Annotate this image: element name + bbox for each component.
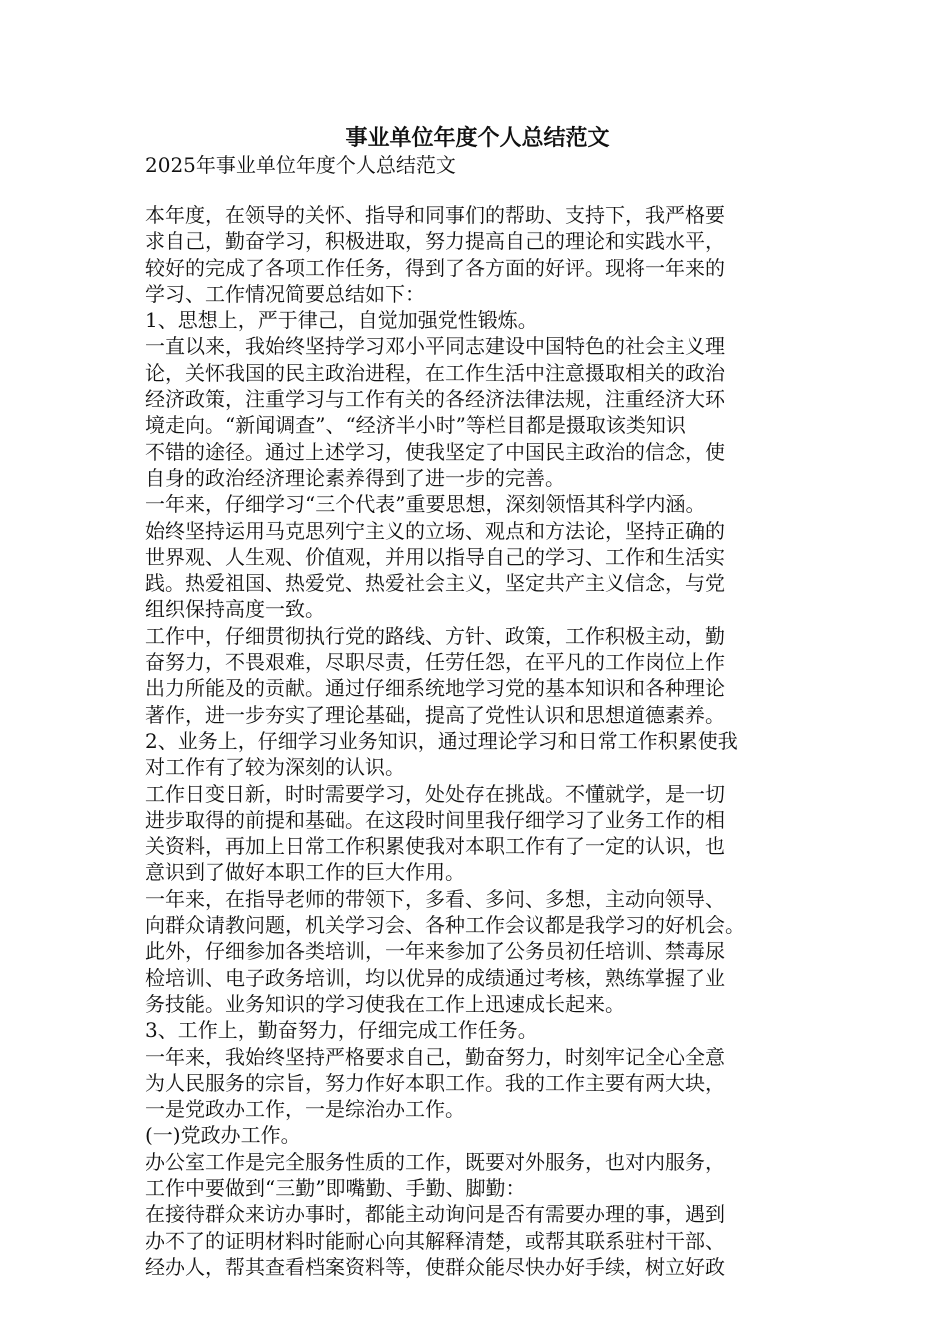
document-body <box>145 124 810 1280</box>
text-line: 一年来，我始终坚持严格要求自己，勤奋努力，时刻牢记全心全意 <box>145 1044 725 1069</box>
text-line: 组织保持高度一致。 <box>145 597 325 622</box>
paragraph <box>145 728 810 781</box>
document-subtitle: 2025年事业单位年度个人总结范文 <box>145 153 456 177</box>
paragraph <box>145 1201 810 1280</box>
text-line: 奋努力，不畏艰难，尽职尽责，任劳任怨，在平凡的工作岗位上作 <box>145 650 725 675</box>
text-line: 意识到了做好本职工作的巨大作用。 <box>145 860 465 885</box>
paragraph <box>145 623 810 728</box>
text-line: 1、思想上，严于律己，自觉加强党性锻炼。 <box>145 308 538 333</box>
text-line: 此外，仔细参加各类培训，一年来参加了公务员初任培训、禁毒尿 <box>145 939 725 964</box>
text-line: 论，关怀我国的民主政治进程，在工作生活中注意摄取相关的政治 <box>145 360 725 385</box>
document-title: 事业单位年度个人总结范文 <box>345 125 610 151</box>
text-line: 进步取得的前提和基础。在这段时间里我仔细学习了业务工作的相 <box>145 807 725 832</box>
text-line: 3、工作上，勤奋努力，仔细完成工作任务。 <box>145 1018 538 1043</box>
text-line: 为人民服务的宗旨，努力作好本职工作。我的工作主要有两大块， <box>145 1070 725 1095</box>
text-line: 世界观、人生观、价值观，并用以指导自己的学习、工作和生活实 <box>145 544 725 569</box>
paragraph-list <box>145 202 810 1280</box>
paragraph <box>145 491 810 622</box>
paragraph <box>145 1044 810 1123</box>
text-line: 一年来，在指导老师的带领下，多看、多问、多想，主动向领导、 <box>145 886 725 911</box>
text-line: 始终坚持运用马克思列宁主义的立场、观点和方法论，坚持正确的 <box>145 518 725 543</box>
text-line: 办公室工作是完全服务性质的工作，既要对外服务，也对内服务， <box>145 1149 725 1174</box>
text-line: 一直以来，我始终坚持学习邓小平同志建设中国特色的社会主义理 <box>145 334 725 359</box>
paragraph <box>145 1149 810 1202</box>
blank-line <box>145 178 810 202</box>
paragraph <box>145 781 810 886</box>
text-line: (一)党政办工作。 <box>145 1123 301 1148</box>
text-line: 对工作有了较为深刻的认识。 <box>145 755 405 780</box>
text-line: 不错的途径。通过上述学习，使我坚定了中国民主政治的信念，使 <box>145 439 725 464</box>
paragraph <box>145 202 810 307</box>
text-line: 自身的政治经济理论素养得到了进一步的完善。 <box>145 465 565 490</box>
text-line: 境走向。“新闻调查”、“经济半小时”等栏目都是摄取该类知识 <box>145 413 686 438</box>
text-line: 经办人，帮其查看档案资料等，使群众能尽快办好手续，树立好政 <box>145 1254 725 1279</box>
text-line: 关资料，再加上日常工作积累使我对本职工作有了一定的认识，也 <box>145 834 725 859</box>
paragraph <box>145 307 810 333</box>
paragraph <box>145 1122 810 1148</box>
text-line: 出力所能及的贡献。通过仔细系统地学习党的基本知识和各种理论 <box>145 676 725 701</box>
text-line: 经济政策，注重学习与工作有关的各经济法律法规，注重经济大环 <box>145 387 725 412</box>
text-line: 践。热爱祖国、热爱党、热爱社会主义，坚定共产主义信念，与党 <box>145 571 725 596</box>
text-line: 2、业务上，仔细学习业务知识，通过理论学习和日常工作积累使我 <box>145 728 738 753</box>
text-line: 工作中，仔细贯彻执行党的路线、方针、政策，工作积极主动，勤 <box>145 623 725 648</box>
text-line: 本年度，在领导的关怀、指导和同事们的帮助、支持下，我严格要 <box>145 203 725 227</box>
text-line: 工作日变日新，时时需要学习，处处存在挑战。不懂就学，是一切 <box>145 781 725 806</box>
paragraph <box>145 886 810 1017</box>
paragraph <box>145 333 810 491</box>
text-line: 检培训、电子政务培训，均以优异的成绩通过考核，熟练掌握了业 <box>145 965 725 990</box>
paragraph <box>145 1017 810 1043</box>
text-line: 一年来，仔细学习“三个代表”重要思想，深刻领悟其科学内涵。 <box>145 492 706 517</box>
text-line: 办不了的证明材料时能耐心向其解释清楚，或帮其联系驻村干部、 <box>145 1228 725 1253</box>
text-line: 工作中要做到“三勤”即嘴勤、手勤、脚勤： <box>145 1175 526 1200</box>
text-line: 在接待群众来访办事时，都能主动询问是否有需要办理的事，遇到 <box>145 1202 725 1227</box>
text-line: 一是党政办工作，一是综治办工作。 <box>145 1097 465 1122</box>
text-line: 较好的完成了各项工作任务，得到了各方面的好评。现将一年来的 <box>145 255 725 280</box>
text-line: 学习、工作情况简要总结如下： <box>145 281 425 306</box>
text-line: 著作，进一步夯实了理论基础，提高了党性认识和思想道德素养。 <box>145 702 725 727</box>
text-line: 务技能。业务知识的学习使我在工作上迅速成长起来。 <box>145 991 625 1016</box>
text-line: 向群众请教问题，机关学习会、各种工作会议都是我学习的好机会。 <box>145 913 745 938</box>
text-line: 求自己，勤奋学习，积极进取，努力提高自己的理论和实践水平， <box>145 229 725 254</box>
